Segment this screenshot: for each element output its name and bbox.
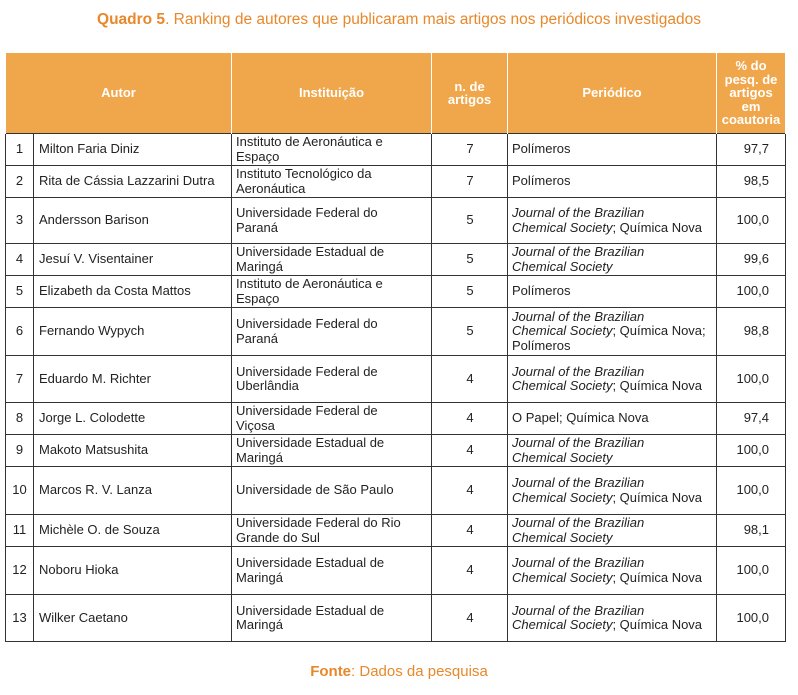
article-count-cell: 4 bbox=[432, 515, 508, 547]
table-caption bbox=[0, 11, 798, 29]
institution-line1: Universidade Federal de bbox=[236, 363, 378, 379]
table-header-row bbox=[6, 53, 786, 134]
journal-cell bbox=[508, 308, 717, 356]
rank-cell: 6 bbox=[6, 308, 34, 356]
article-count-cell: 4 bbox=[432, 467, 508, 515]
article-count-cell: 5 bbox=[432, 276, 508, 308]
institution-cell bbox=[232, 515, 432, 547]
article-count-cell: 4 bbox=[432, 403, 508, 435]
coauthor-percent-cell: 98,1 bbox=[717, 515, 786, 547]
institution-line2: Uberlândia bbox=[236, 378, 299, 393]
author-cell: Elizabeth da Costa Mattos bbox=[34, 276, 232, 308]
journal-italic-line2: Chemical Society bbox=[512, 449, 613, 465]
coauthor-percent-cell: 100,0 bbox=[717, 435, 786, 467]
article-count-cell: 5 bbox=[432, 198, 508, 244]
journal-italic-line1: Journal of the Brazilian bbox=[512, 244, 645, 259]
article-count-cell: 7 bbox=[432, 134, 508, 166]
institution-line1: Universidade de São Paulo bbox=[236, 482, 394, 498]
journal-cell bbox=[508, 166, 717, 198]
coauthor-percent-cell: 100,0 bbox=[717, 198, 786, 244]
author-cell: Jesuí V. Visentainer bbox=[34, 244, 232, 276]
journal-italic-line2: Chemical Society bbox=[512, 489, 613, 505]
institution-line2: Espaço bbox=[236, 290, 280, 306]
journal-italic-line1: Journal of the Brazilian bbox=[512, 555, 645, 570]
table-row bbox=[6, 244, 786, 276]
journal-italic-line2: Chemical Society bbox=[512, 219, 613, 235]
article-count-cell: 4 bbox=[432, 435, 508, 467]
journal-cell bbox=[508, 198, 717, 244]
journal-cell bbox=[508, 515, 717, 547]
institution-line2: Maringá bbox=[236, 449, 283, 465]
rank-cell: 7 bbox=[6, 356, 34, 403]
coauthor-percent-cell: 100,0 bbox=[717, 547, 786, 595]
rank-cell: 2 bbox=[6, 166, 34, 198]
journal-cell bbox=[508, 435, 717, 467]
rank-cell: 3 bbox=[6, 198, 34, 244]
rank-cell: 1 bbox=[6, 134, 34, 166]
author-cell: Michèle O. de Souza bbox=[34, 515, 232, 547]
rank-cell: 10 bbox=[6, 467, 34, 515]
rank-cell: 11 bbox=[6, 515, 34, 547]
institution-cell bbox=[232, 595, 432, 642]
author-cell: Andersson Barison bbox=[34, 198, 232, 244]
journal-italic-line1: Journal of the Brazilian bbox=[512, 308, 645, 324]
table-row bbox=[6, 356, 786, 403]
article-count-cell: 4 bbox=[432, 547, 508, 595]
source-text: : Dados da pesquisa bbox=[351, 663, 488, 680]
institution-line1: Universidade Estadual de bbox=[236, 435, 385, 450]
journal-plain: ; Química Nova; Polímeros bbox=[512, 323, 706, 353]
journal-plain: ; Química Nova bbox=[612, 219, 703, 235]
institution-line2: Aeronáutica bbox=[236, 180, 306, 196]
journal-plain: ; Química Nova bbox=[612, 378, 703, 393]
institution-cell bbox=[232, 467, 432, 515]
author-cell: Noboru Hioka bbox=[34, 547, 232, 595]
journal-italic-line2: Chemical Society bbox=[512, 617, 613, 632]
institution-line1: Universidade Estadual de bbox=[236, 555, 385, 570]
institution-line1: Universidade Federal do Rio bbox=[236, 515, 401, 530]
caption-text: . Ranking de autores que publicaram mais artigos nos periódicos investigados bbox=[165, 11, 701, 28]
table-row bbox=[6, 134, 786, 166]
journal-italic-line1: Journal of the Brazilian bbox=[512, 515, 645, 530]
rank-cell: 8 bbox=[6, 403, 34, 435]
journal-plain: O Papel; Química Nova bbox=[512, 410, 649, 426]
caption-label: Quadro 5 bbox=[97, 11, 166, 28]
header-pct-line4: em bbox=[741, 98, 761, 114]
institution-cell bbox=[232, 276, 432, 308]
institution-line2: Viçosa bbox=[236, 417, 275, 433]
header-n-line2: artigos bbox=[447, 92, 492, 107]
journal-cell bbox=[508, 244, 717, 276]
rank-cell: 5 bbox=[6, 276, 34, 308]
institution-cell bbox=[232, 403, 432, 435]
journal-cell bbox=[508, 403, 717, 435]
institution-line2: Espaço bbox=[236, 148, 280, 164]
institution-cell bbox=[232, 198, 432, 244]
institution-line2: Paraná bbox=[236, 330, 278, 346]
article-count-cell: 7 bbox=[432, 166, 508, 198]
institution-line1: Instituto de Aeronáutica e bbox=[236, 134, 383, 149]
institution-line2: Maringá bbox=[236, 617, 283, 632]
table-row bbox=[6, 403, 786, 435]
coauthor-percent-cell: 100,0 bbox=[717, 356, 786, 403]
article-count-cell: 5 bbox=[432, 244, 508, 276]
journal-plain: Polímeros bbox=[512, 173, 571, 189]
journal-italic-line1: Journal of the Brazilian bbox=[512, 205, 645, 220]
table-row bbox=[6, 308, 786, 356]
article-count-cell: 4 bbox=[432, 356, 508, 403]
institution-line1: Instituto de Aeronáutica e bbox=[236, 276, 383, 291]
rank-cell: 9 bbox=[6, 435, 34, 467]
table-row bbox=[6, 467, 786, 515]
coauthor-percent-cell: 100,0 bbox=[717, 276, 786, 308]
table-row bbox=[6, 547, 786, 595]
journal-cell bbox=[508, 134, 717, 166]
author-cell: Marcos R. V. Lanza bbox=[34, 467, 232, 515]
rank-cell: 13 bbox=[6, 595, 34, 642]
journal-cell bbox=[508, 356, 717, 403]
institution-line1: Universidade Federal de bbox=[236, 403, 378, 418]
header-pct-coautoria bbox=[717, 53, 786, 134]
coauthor-percent-cell: 97,4 bbox=[717, 403, 786, 435]
author-cell: Fernando Wypych bbox=[34, 308, 232, 356]
institution-cell bbox=[232, 435, 432, 467]
institution-cell bbox=[232, 166, 432, 198]
table-row bbox=[6, 276, 786, 308]
journal-italic-line1: Journal of the Brazilian bbox=[512, 475, 645, 490]
coauthor-percent-cell: 100,0 bbox=[717, 595, 786, 642]
coauthor-percent-cell: 100,0 bbox=[717, 467, 786, 515]
coauthor-percent-cell: 98,8 bbox=[717, 308, 786, 356]
journal-italic-line2: Chemical Society bbox=[512, 569, 613, 585]
coauthor-percent-cell: 98,5 bbox=[717, 166, 786, 198]
institution-cell bbox=[232, 134, 432, 166]
institution-cell bbox=[232, 547, 432, 595]
table-body bbox=[6, 134, 786, 642]
institution-line1: Universidade Federal do bbox=[236, 316, 378, 331]
journal-italic-line1: Journal of the Brazilian bbox=[512, 602, 645, 618]
journal-italic-line2: Chemical Society bbox=[512, 378, 613, 393]
table-row bbox=[6, 435, 786, 467]
institution-cell bbox=[232, 356, 432, 403]
table-row bbox=[6, 198, 786, 244]
journal-italic-line1: Journal of the Brazilian bbox=[512, 435, 645, 450]
journal-plain: ; Química Nova bbox=[612, 617, 703, 632]
table-source bbox=[0, 663, 798, 680]
header-autor: Autor bbox=[6, 53, 232, 134]
source-label: Fonte bbox=[310, 663, 352, 680]
header-n-line1: n. de bbox=[454, 78, 485, 94]
institution-line2: Maringá bbox=[236, 569, 283, 585]
ranking-table bbox=[5, 53, 786, 642]
table-row bbox=[6, 515, 786, 547]
header-pct-line1: % do bbox=[735, 58, 767, 74]
journal-italic-line2: Chemical Society bbox=[512, 529, 613, 545]
journal-cell bbox=[508, 467, 717, 515]
author-cell: Rita de Cássia Lazzarini Dutra bbox=[34, 166, 232, 198]
header-n-artigos bbox=[432, 53, 508, 134]
author-cell: Makoto Matsushita bbox=[34, 435, 232, 467]
journal-plain: Polímeros bbox=[512, 141, 571, 157]
header-instituicao: Instituição bbox=[232, 53, 432, 134]
header-pct-line3: artigos bbox=[729, 85, 773, 101]
institution-line2: Maringá bbox=[236, 258, 283, 274]
header-pct-line2: pesq. de bbox=[724, 71, 778, 87]
journal-italic-line2: Chemical Society bbox=[512, 258, 613, 274]
institution-line1: Universidade Estadual de bbox=[236, 244, 385, 259]
coauthor-percent-cell: 97,7 bbox=[717, 134, 786, 166]
institution-line1: Universidade Federal do bbox=[236, 205, 378, 220]
header-pct-line5: coautoria bbox=[721, 112, 781, 128]
journal-cell bbox=[508, 595, 717, 642]
author-cell: Wilker Caetano bbox=[34, 595, 232, 642]
institution-line2: Grande do Sul bbox=[236, 529, 320, 545]
author-cell: Eduardo M. Richter bbox=[34, 356, 232, 403]
institution-cell bbox=[232, 244, 432, 276]
institution-cell bbox=[232, 308, 432, 356]
journal-cell bbox=[508, 547, 717, 595]
journal-plain: Polímeros bbox=[512, 283, 571, 299]
article-count-cell: 5 bbox=[432, 308, 508, 356]
author-cell: Jorge L. Colodette bbox=[34, 403, 232, 435]
coauthor-percent-cell: 99,6 bbox=[717, 244, 786, 276]
table-row bbox=[6, 595, 786, 642]
rank-cell: 12 bbox=[6, 547, 34, 595]
institution-line1: Universidade Estadual de bbox=[236, 602, 385, 618]
journal-plain: ; Química Nova bbox=[612, 489, 703, 505]
article-count-cell: 4 bbox=[432, 595, 508, 642]
table-row bbox=[6, 166, 786, 198]
header-periodico: Periódico bbox=[508, 53, 717, 134]
institution-line1: Instituto Tecnológico da bbox=[236, 166, 372, 181]
journal-italic-line2: Chemical Society bbox=[512, 323, 613, 339]
rank-cell: 4 bbox=[6, 244, 34, 276]
institution-line2: Paraná bbox=[236, 219, 278, 235]
author-cell: Milton Faria Diniz bbox=[34, 134, 232, 166]
journal-plain: ; Química Nova bbox=[612, 569, 703, 585]
journal-cell bbox=[508, 276, 717, 308]
journal-italic-line1: Journal of the Brazilian bbox=[512, 363, 645, 379]
